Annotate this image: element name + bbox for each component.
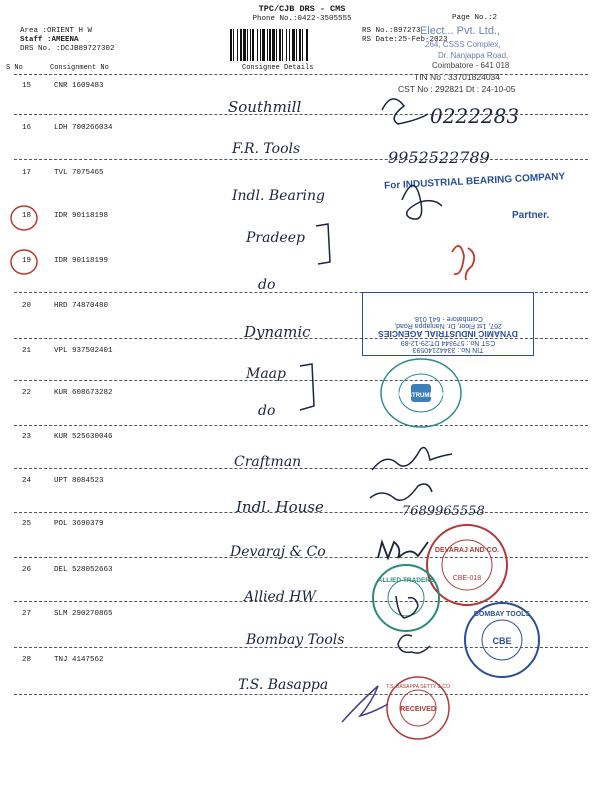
- document-title: TPC/CJB DRS - CMS: [258, 4, 346, 14]
- signature-26: [396, 596, 418, 618]
- row-number: 22: [22, 389, 32, 397]
- bombay-name: BOMBAY TOOLS: [473, 611, 531, 618]
- signature-27: [398, 635, 430, 653]
- column-sno: S No: [6, 64, 23, 72]
- row-number: 20: [22, 302, 32, 310]
- row-number: 21: [22, 347, 32, 355]
- consignee-handwriting: Indl. House: [236, 498, 324, 516]
- consignment-number: IDR 90118198: [54, 212, 109, 220]
- rs-date: RS Date:25-Feb-2023: [362, 36, 448, 44]
- company-address-2: Dr. Nanjappa Road,: [438, 51, 509, 60]
- phone-number: Phone No.:0422-3505555: [252, 15, 352, 23]
- consignee-handwriting: do: [258, 277, 276, 293]
- staff-label: Staff :AMEENA: [20, 36, 79, 44]
- allied-name: ALLIED TRADERS: [377, 577, 435, 584]
- maap-logo-text: MAAP INSTRUMENTATION: [382, 393, 460, 399]
- consignee-handwriting: do: [258, 403, 276, 419]
- dynamic-name: DYNAMIC INDUSTRIAL AGENCIES: [378, 329, 518, 339]
- signature-24: [370, 484, 432, 500]
- bombay-cbe: CBE: [492, 636, 512, 646]
- consignment-number: KUR 525630046: [54, 433, 113, 441]
- signature-28: [342, 686, 388, 722]
- handwritten-phone-24: 7689965558: [402, 504, 485, 519]
- consignee-handwriting: Devaraj & Co: [230, 544, 326, 560]
- consignee-handwriting: Bombay Tools: [246, 632, 345, 648]
- consignee-handwriting: Craftman: [234, 454, 302, 470]
- consignment-number: HRD 74870480: [54, 302, 109, 310]
- consignee-handwriting: Dynamic: [244, 323, 311, 341]
- area-label: Area :ORIENT H W: [20, 27, 93, 35]
- consignment-number: CNR 1609483: [54, 82, 104, 90]
- consignment-number: LDH 700266034: [54, 124, 113, 132]
- row-number: 28: [22, 656, 32, 664]
- red-signature: [452, 246, 474, 280]
- row-number: 17: [22, 169, 32, 177]
- row-number: 25: [22, 520, 32, 528]
- signature-17: [402, 185, 442, 219]
- consignment-number: SLM 290270865: [54, 610, 113, 618]
- devaraj-name: DEVARAJ AND CO.: [434, 547, 500, 554]
- consignment-number: IDR 90118199: [54, 257, 109, 265]
- consignee-handwriting: T.S. Basappa: [238, 677, 329, 693]
- handwritten-phone-16: 9952522789: [388, 148, 490, 167]
- consignment-number: TVL 7075465: [54, 169, 104, 177]
- signature-15: [382, 99, 428, 124]
- consignment-number: UPT 8084523: [54, 477, 104, 485]
- company-address-1: 264, CSSS Complex,: [425, 40, 501, 49]
- company-tin: TIN No : 33701824034: [414, 72, 501, 82]
- bearing-company-stamp: For INDUSTRIAL BEARING COMPANY: [383, 171, 566, 192]
- devaraj-cbe: CBE-018: [452, 575, 482, 582]
- rs-number: RS No.:897273: [362, 27, 421, 35]
- company-name: Elect... Pvt. Ltd.,: [420, 25, 501, 37]
- row-number: 18: [22, 212, 32, 220]
- handwritten-phone-15: 0222283: [430, 104, 520, 128]
- dynamic-address: 267, 1st Floor, Dr. Nanjappa Road,: [394, 322, 502, 329]
- consignee-handwriting: Maap: [246, 366, 286, 382]
- consignment-number: TNJ 4147562: [54, 656, 104, 664]
- column-consignment: Consignment No: [50, 64, 109, 72]
- column-consignee: Consignee Details: [242, 64, 314, 72]
- red-circle-18: [11, 206, 37, 230]
- consignment-number: VPL 937502401: [54, 347, 113, 355]
- signature-23: [372, 448, 452, 470]
- dynamic-cst: CST No.: 579344 DT:29-12-89: [400, 339, 496, 346]
- row-number: 26: [22, 566, 32, 574]
- signature-25: [378, 542, 428, 558]
- row-number: 16: [22, 124, 32, 132]
- dynamic-city: Coimbatore - 641 018.: [413, 315, 483, 322]
- row-number: 19: [22, 257, 32, 265]
- dynamic-tin: TIN No.: 33442140593: [412, 346, 484, 353]
- company-city: Coimbatore - 641 018: [432, 61, 510, 70]
- row-number: 23: [22, 433, 32, 441]
- red-circle-19: [11, 250, 37, 274]
- received-label: RECEIVED: [400, 706, 436, 713]
- row-number: 24: [22, 477, 32, 485]
- consignee-handwriting: F.R. Tools: [232, 141, 301, 157]
- bracket-18-19: [316, 224, 330, 264]
- bracket-21-22: [300, 364, 314, 410]
- partner-stamp: Partner.: [512, 210, 550, 221]
- row-number: 27: [22, 610, 32, 618]
- row-number: 15: [22, 82, 32, 90]
- page-number: Page No.:2: [452, 14, 498, 22]
- basappa-name: T.S. BASAPPA SETTY & CO: [386, 684, 450, 690]
- consignment-number: POL 3690379: [54, 520, 104, 528]
- company-cst: CST No : 292821 Dt : 24-10-05: [398, 84, 516, 94]
- consignee-handwriting: Allied HW: [244, 589, 316, 605]
- consignee-handwriting: Indl. Bearing: [232, 188, 325, 204]
- consignment-number: DEL 528052663: [54, 566, 113, 574]
- consignee-handwriting: Southmill: [228, 98, 302, 116]
- consignee-handwriting: Pradeep: [246, 230, 305, 246]
- consignment-number: KUR 608673282: [54, 389, 113, 397]
- drs-number: DRS No. :DCJB89727302: [20, 45, 115, 53]
